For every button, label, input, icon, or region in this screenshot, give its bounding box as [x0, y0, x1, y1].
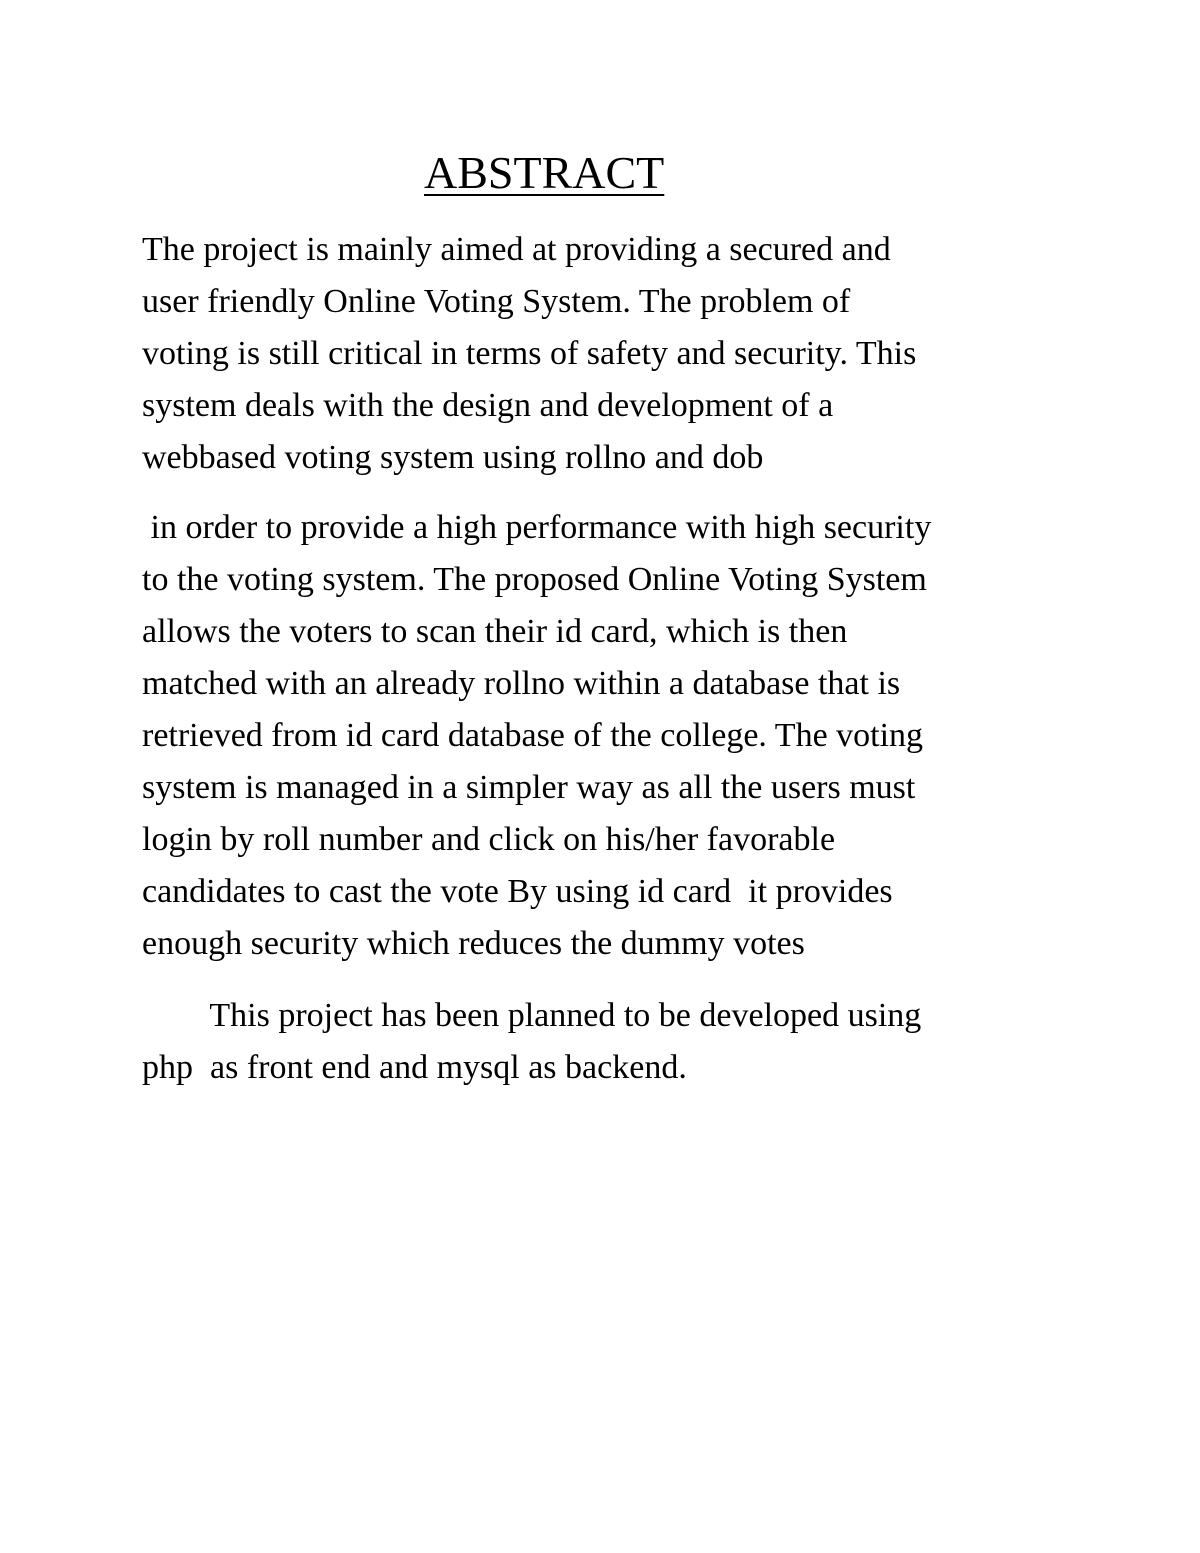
text-line: webbased voting system using rollno and dob: [142, 439, 764, 476]
text-line: system is managed in a simpler way as all the users must: [142, 769, 916, 806]
page-title: ABSTRACT: [424, 147, 665, 198]
text-line: to the voting system. The proposed Online Voting System: [142, 561, 927, 598]
text-line: retrieved from id card database of the college. The voting: [142, 717, 924, 754]
text-line: candidates to cast the vote By using id card it provides: [142, 873, 893, 910]
text-line: voting is still critical in terms of safety and security. This: [142, 335, 917, 372]
text-line: enough security which reduces the dummy votes: [142, 925, 805, 962]
paragraph-details: [142, 502, 1082, 970]
paragraph-technology: [142, 990, 1082, 1094]
text-line: in order to provide a high performance with high security: [142, 509, 932, 546]
text-line: The project is mainly aimed at providing a secured and: [142, 231, 891, 268]
text-line: This project has been planned to be developed using: [142, 997, 922, 1034]
text-line: system deals with the design and development of a: [142, 387, 834, 424]
text-line: allows the voters to scan their id card, which is then: [142, 613, 848, 650]
text-line: user friendly Online Voting System. The problem of: [142, 283, 851, 320]
paragraph-intro: [142, 224, 1082, 484]
text-line: php as front end and mysql as backend.: [142, 1049, 687, 1086]
text-line: matched with an already rollno within a database that is: [142, 665, 901, 702]
text-line: login by roll number and click on his/her favorable: [142, 821, 836, 858]
